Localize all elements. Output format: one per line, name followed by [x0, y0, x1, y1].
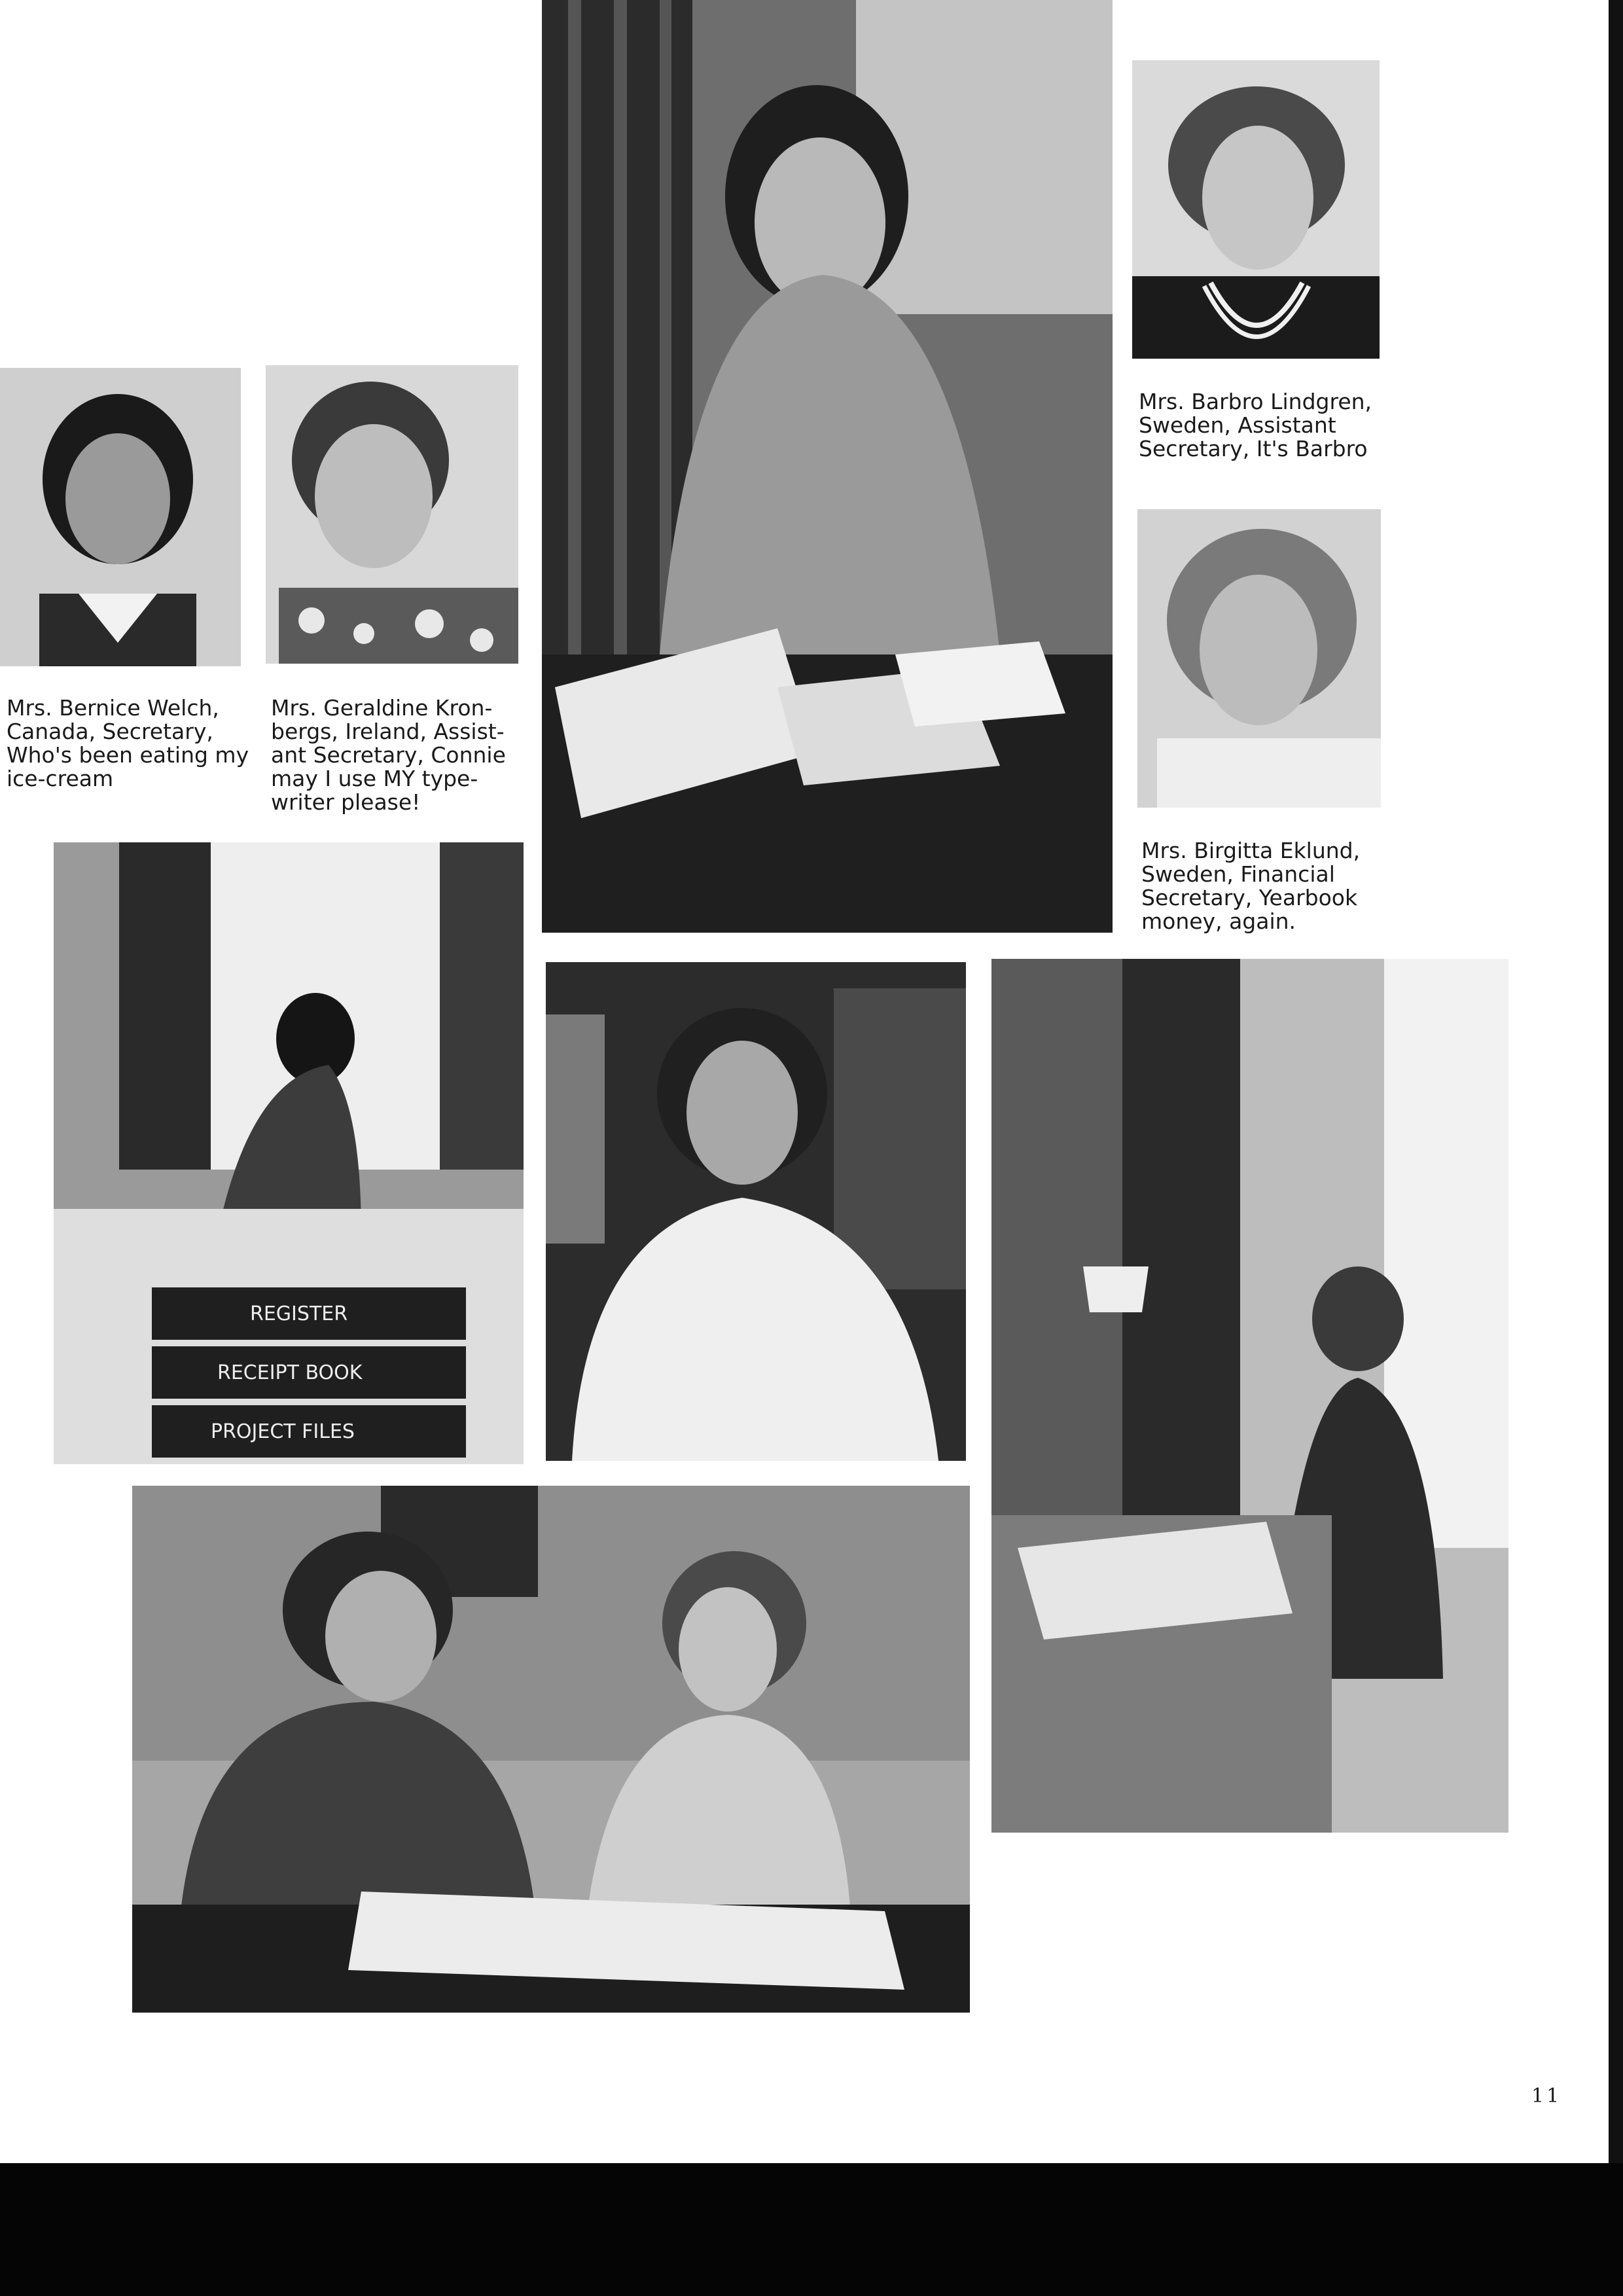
caption-birgitta-eklund	[1141, 839, 1387, 933]
page-number: 11	[1531, 2085, 1562, 2108]
caption-line: ice-cream	[7, 766, 114, 791]
caption-line: Secretary, Yearbook	[1141, 885, 1358, 910]
caption-line: Sweden, Assistant	[1139, 412, 1336, 438]
caption-line: writer please!	[271, 789, 421, 815]
binder-label-2: RECEIPT BOOK	[217, 1361, 363, 1384]
caption-bernice-welch	[7, 696, 250, 791]
photo-bernice-welch-portrait	[0, 368, 241, 666]
caption-line: may I use MY type-	[271, 766, 478, 791]
photo-two-women-at-desk	[132, 1486, 970, 2013]
photo-barbro-lindgren-portrait	[1132, 60, 1380, 359]
caption-line: ant Secretary, Connie	[271, 742, 506, 768]
caption-geraldine-kronbergs	[271, 696, 518, 814]
caption-line: Sweden, Financial	[1141, 861, 1335, 887]
caption-line: Mrs. Geraldine Kron-	[271, 695, 493, 721]
caption-line: Mrs. Birgitta Eklund,	[1141, 838, 1361, 863]
caption-line: bergs, Ireland, Assist-	[271, 719, 505, 744]
binder-label-1: REGISTER	[250, 1302, 348, 1325]
binder-label-3: PROJECT FILES	[211, 1420, 355, 1443]
photo-woman-with-binders	[54, 842, 524, 1464]
caption-line: money, again.	[1141, 908, 1296, 934]
caption-line: Mrs. Barbro Lindgren,	[1139, 389, 1372, 414]
scan-spine-edge	[1609, 0, 1623, 2265]
photo-geraldine-kronbergs-portrait	[266, 365, 518, 664]
scan-bottom-band	[0, 2163, 1623, 2296]
photo-woman-at-desk	[542, 0, 1113, 933]
photo-woman-at-window-desk	[991, 959, 1508, 1833]
caption-line: Canada, Secretary,	[7, 719, 213, 744]
photo-birgitta-eklund-portrait	[1137, 509, 1381, 808]
caption-line: Mrs. Bernice Welch,	[7, 695, 219, 721]
caption-line: Secretary, It's Barbro	[1139, 436, 1368, 461]
caption-barbro-lindgren	[1139, 390, 1385, 461]
caption-line: Who's been eating my	[7, 742, 249, 768]
photo-woman-holding-glasses	[546, 962, 966, 1461]
